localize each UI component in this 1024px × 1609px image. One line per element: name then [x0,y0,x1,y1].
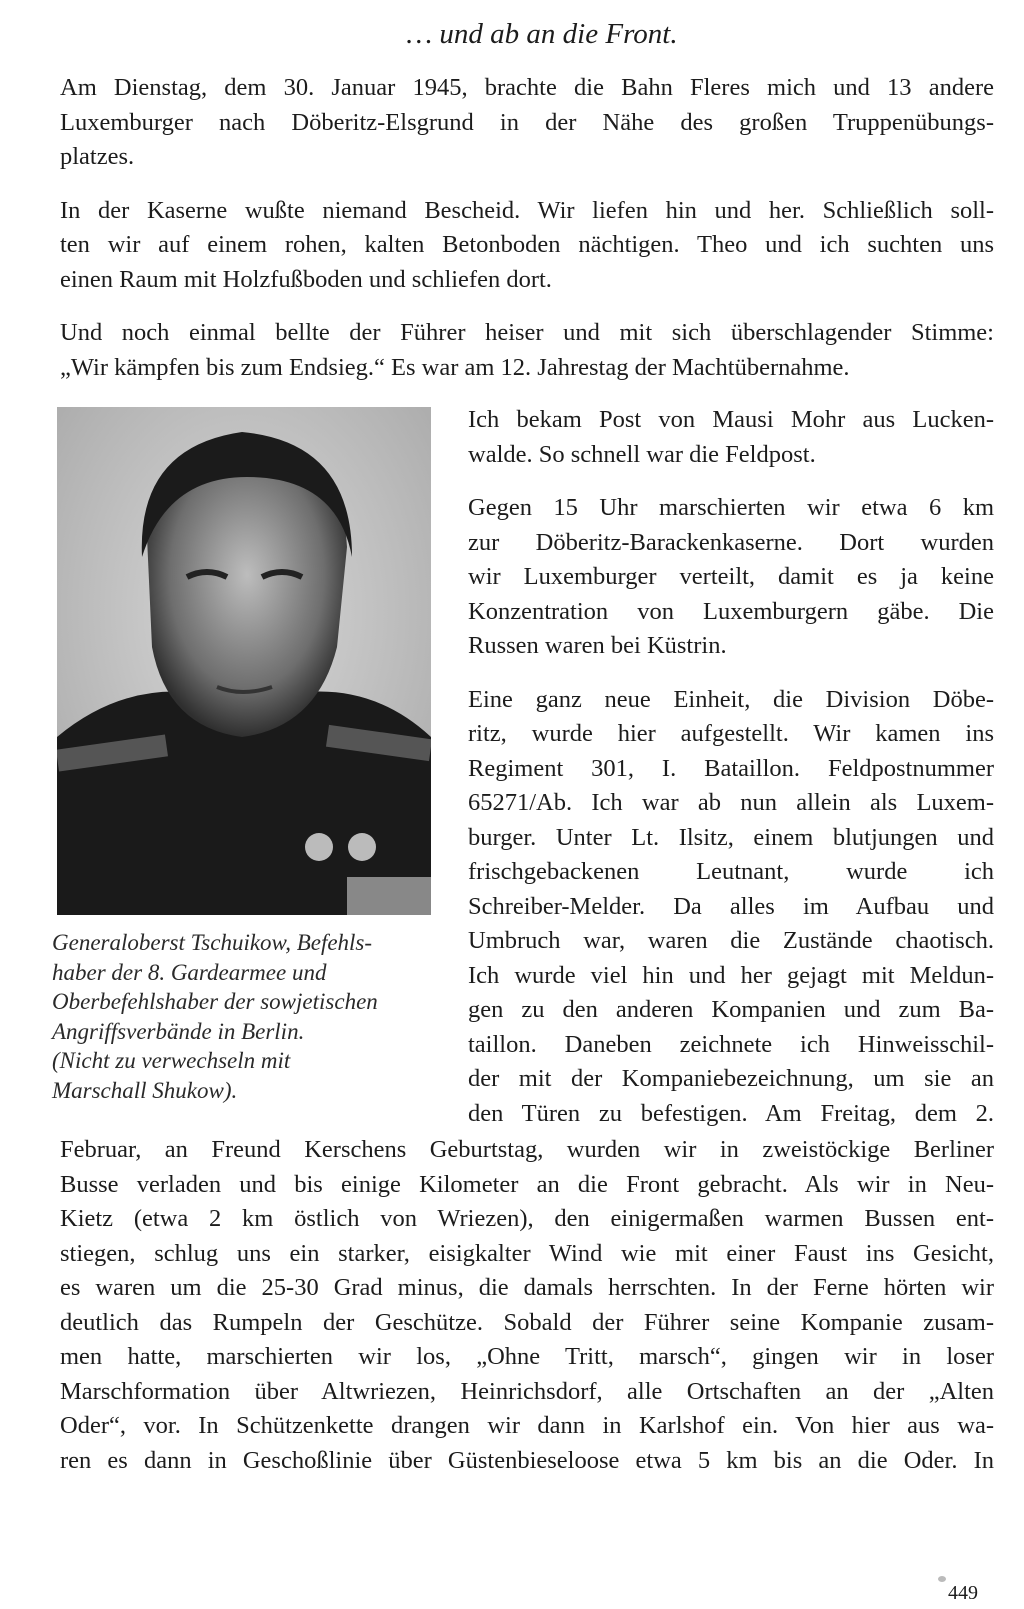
text-line: Eine ganz neue Einheit, die Division Döbe- [468,685,994,713]
text-line: es waren um die 25-30 Grad minus, die damals herrschten. In der Ferne hörten wir [60,1274,994,1301]
text-line: Ich bekam Post von Mausi Mohr aus Lucken- [468,406,994,433]
text-line: Russen waren bei Küstrin. [468,632,727,659]
text-line: Oder“, vor. In Schützenkette drangen wir dann in Karlshof ein. Von hier aus wa- [60,1412,994,1439]
photo-caption [52,928,452,1105]
text-line: frischgebackenen Leutnant, wurde ich [468,858,994,885]
text-line: Regiment 301, I. Bataillon. Feldpostnummer [468,754,994,782]
caption-line: Oberbefehlshaber der sowjetischen [52,989,378,1014]
body-text-column [468,403,994,1131]
text-line: ten wir auf einem rohen, kalten Betonboden nächtigen. Theo und ich suchten uns [60,231,994,258]
portrait-photo [57,407,431,915]
text-line: zur Döberitz-Barackenkaserne. Dort wurden [468,528,994,556]
text-line: taillon. Daneben zeichnete ich Hinweisschil- [468,1030,994,1058]
caption-line: (Nicht zu verwechseln mit [52,1048,291,1073]
text-line: deutlich das Rumpeln der Geschütze. Sobald der Führer seine Kompanie zusam- [60,1308,994,1336]
text-line: platzes. [60,143,135,170]
text-line: In der Kaserne wußte niemand Bescheid. Wir liefen hin und her. Schließlich soll- [60,196,994,224]
text-line: Ich wurde viel hin und her gejagt mit Meldun- [468,961,994,989]
text-line: ren es dann in Geschoßlinie über Güstenbieseloose etwa 5 km bis an die Oder. In [60,1446,994,1474]
text-line: Umbruch war, waren die Zustände chaotisch. [468,927,994,954]
print-smudge [938,1576,946,1582]
text-line: Am Dienstag, dem 30. Januar 1945, brachte die Bahn Fleres mich und 13 andere [60,74,994,101]
text-line: Marschformation über Altwriezen, Heinrichsdorf, alle Ortschaften an der „Alten [60,1377,994,1405]
body-text-top [60,71,994,385]
text-line: burger. Unter Lt. Ilsitz, einem blutjungen und [468,823,994,851]
text-line: „Wir kämpfen bis zum Endsieg.“ Es war am 12. Jahrestag der Machtübernahme. [60,353,850,381]
text-line: Kietz (etwa 2 km östlich von Wriezen), den einigermaßen warmen Bussen ent- [60,1205,994,1232]
text-line: walde. So schnell war die Feldpost. [468,440,816,468]
text-line: Luxemburger nach Döberitz-Elsgrund in der Nähe des großen Truppenübungs- [60,108,994,136]
text-line: den Türen zu befestigen. Am Freitag, dem 2. [468,1099,994,1127]
text-line: einen Raum mit Holzfußboden und schliefen dort. [60,265,552,293]
text-line: ritz, wurde hier aufgestellt. Wir kamen ins [468,720,994,747]
text-line: stiegen, schlug uns ein starker, eisigkalter Wind wie mit einer Faust ins Gesicht, [60,1239,994,1267]
page-number: 449 [948,1582,978,1604]
text-line: Gegen 15 Uhr marschierten wir etwa 6 km [468,494,994,521]
text-line: 65271/Ab. Ich war ab nun allein als Luxem- [468,789,994,816]
text-line: der mit der Kompaniebezeichnung, um sie an [468,1065,994,1092]
text-line: men hatte, marschierten wir los, „Ohne Tritt, marsch“, gingen wir in loser [60,1343,994,1370]
text-line: Busse verladen und bis einige Kilometer an die Front gebracht. Als wir in Neu- [60,1170,994,1198]
text-line: Und noch einmal bellte der Führer heiser und mit sich überschlagender Stimme: [60,319,994,346]
caption-line: Generaloberst Tschuikow, Befehls- [52,930,373,955]
body-text-bottom [60,1133,994,1478]
text-line: wir Luxemburger verteilt, damit es ja keine [468,563,994,590]
page-heading: … und ab an die Front. [406,18,678,50]
text-line: Februar, an Freund Kerschens Geburtstag, wurden wir in zweistöckige Berliner [60,1136,994,1163]
caption-line: Marschall Shukow). [52,1077,238,1103]
text-line: Konzentration von Luxemburgern gäbe. Die [468,597,994,625]
caption-line: Angriffsverbände in Berlin. [52,1018,305,1044]
text-line: gen zu den anderen Kompanien und zum Ba- [468,996,994,1023]
caption-line: haber der 8. Gardearmee und [52,959,327,985]
text-line: Schreiber-Melder. Da alles im Aufbau und [468,892,994,920]
